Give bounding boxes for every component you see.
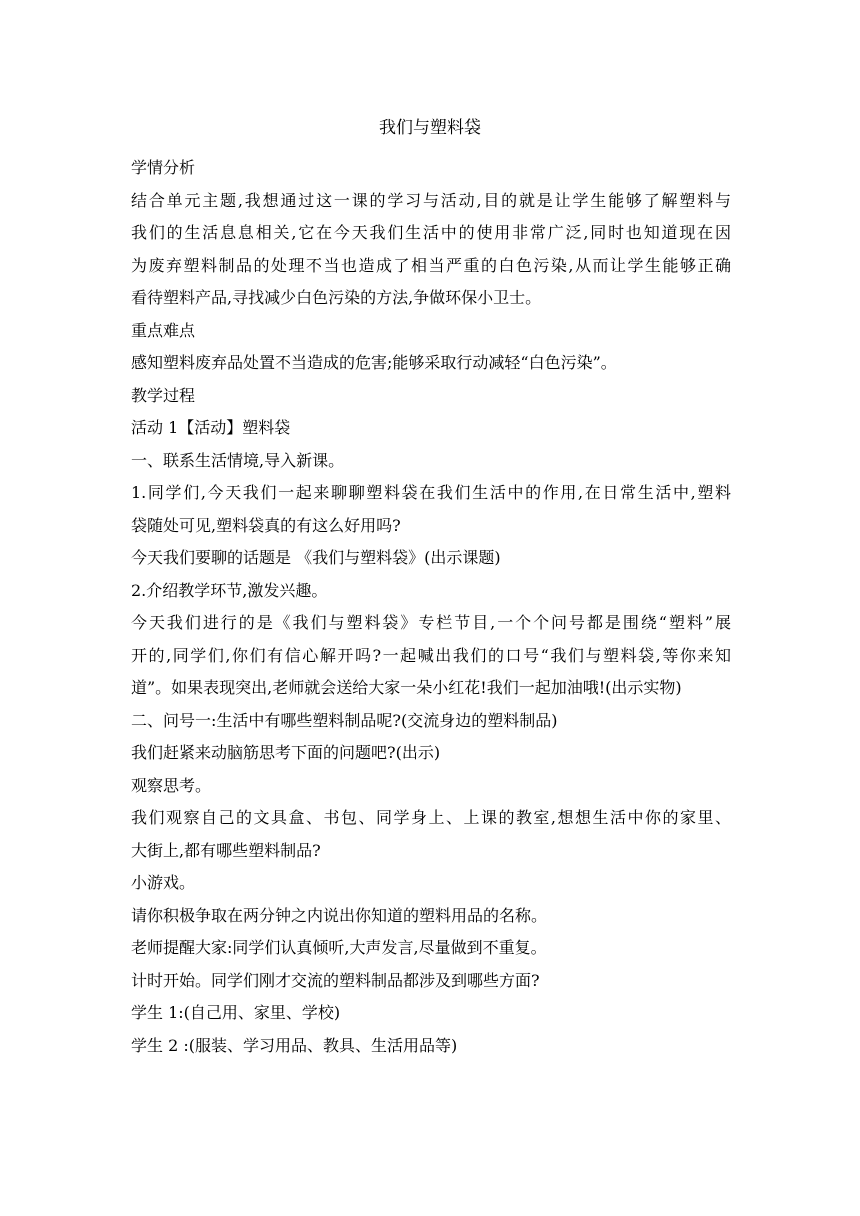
paragraph-line: 看待塑料产品,寻找减少白色污染的方法,争做环保小卫士。 [131,288,542,307]
text-line: 活动 1【活动】塑料袋 [131,418,291,437]
section-heading: 学情分析 [131,158,196,177]
paragraph-line: 今天我们进行的是《我们与塑料袋》专栏节目,一个个问号都是围绕“塑料”展 [131,613,731,632]
paragraph-line: 我们的生活息息相关,它在今天我们生活中的使用非常广泛,同时也知道现在因 [131,223,731,242]
paragraph-line: 1.同学们,今天我们一起来聊聊塑料袋在我们生活中的作用,在日常生活中,塑料 [131,483,731,502]
paragraph-line: 大街上,都有哪些塑料制品? [131,840,321,860]
text-line: 一、联系生活情境,导入新课。 [131,450,345,470]
paragraph-line: 袋随处可见,塑料袋真的有这么好用吗? [131,515,401,535]
text-line: 感知塑料废弃品处置不当造成的危害;能够采取行动减轻“白色污染”。 [131,353,617,372]
paragraph-line: 结合单元主题,我想通过这一课的学习与活动,目的就是让学生能够了解塑料与 [131,190,731,210]
text-line: 今天我们要聊的话题是 《我们与塑料袋》(出示课题) [131,548,501,567]
section-heading: 教学过程 [131,385,196,405]
text-line: 观察思考。 [131,775,212,795]
text-line: 二、问号一:生活中有哪些塑料制品呢?(交流身边的塑料制品) [131,710,558,730]
paragraph-line: 我们观察自己的文具盒、书包、同学身上、上课的教室,想想生活中你的家里、 [131,808,731,827]
text-line: 我们赶紧来动脑筋思考下面的问题吧?(出示) [131,743,441,762]
document-body [131,152,731,1062]
paragraph [131,607,731,705]
section-heading: 重点难点 [131,320,196,340]
paragraph [131,477,731,542]
paragraph-line: 开的,同学们,你们有信心解开吗?一起喊出我们的口号“我们与塑料袋,等你来知 [131,645,731,665]
paragraph [131,802,731,867]
paragraph [131,185,731,315]
text-line: 小游戏。 [131,873,196,892]
text-line: 学生 2 :(服装、学习用品、教具、生活用品等) [131,1035,458,1055]
text-line: 老师提醒大家:同学们认真倾听,大声发言,尽量做到不重复。 [131,938,547,957]
document-title: 我们与塑料袋 [379,118,481,138]
text-line: 2.介绍教学环节,激发兴趣。 [131,580,328,600]
text-line: 计时开始。同学们刚才交流的塑料制品都涉及到哪些方面? [131,970,540,990]
paragraph-line: 道”。如果表现突出,老师就会送给大家一朵小红花!我们一起加油哦!(出示实物) [131,678,682,697]
text-line: 请你积极争取在两分钟之内说出你知道的塑料用品的名称。 [131,905,548,925]
paragraph-line: 为废弃塑料制品的处理不当也造成了相当严重的白色污染,从而让学生能够正确 [131,255,731,275]
text-line: 学生 1:(自己用、家里、学校) [131,1003,341,1022]
